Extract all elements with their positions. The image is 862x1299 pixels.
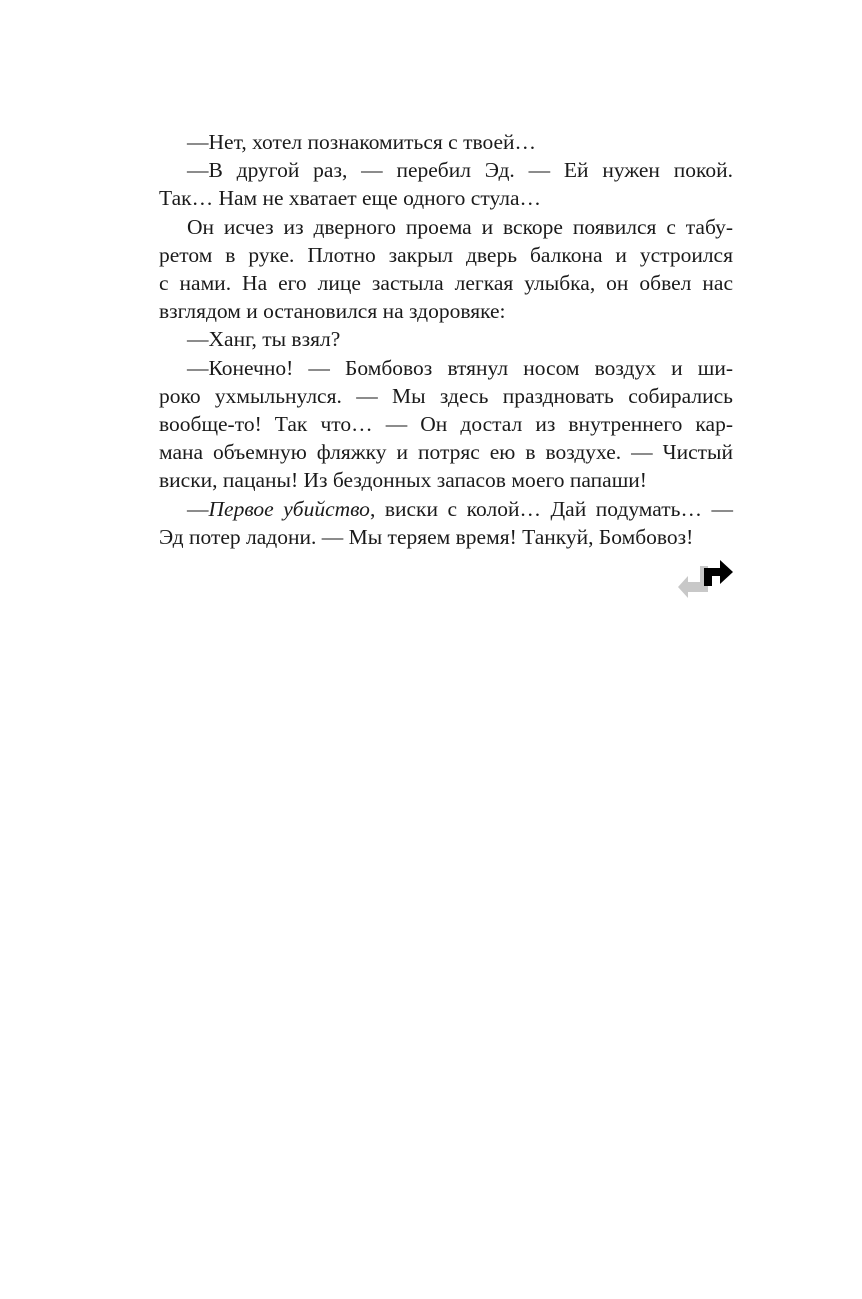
book-page-text [159,128,733,551]
text-line: —Конечно! — Бомбовоз втянул носом воздух и ши- [187,355,733,380]
text-line: мана объемную фляжку и потряс ею в воздухе. — Чистый [159,440,733,465]
text-line: —Ханг, ты взял? [187,327,341,352]
text-line: ретом в руке. Плотно закрыл дверь балкона и устроился [159,242,733,267]
text-line: —В другой раз, — перебил Эд. — Ей нужен покой. [187,158,733,183]
dash: — [187,496,209,521]
text-line: с нами. На его лице застыла легкая улыбка, он обвел нас [159,271,733,296]
text-line: роко ухмыльнулся. — Мы здесь праздновать собирались [159,383,733,408]
text-line: вообще-то! Так что… — Он достал из внутреннего кар- [159,412,733,437]
text-line: Так… Нам не хватает еще одного стула… [159,186,542,211]
text-line-final-1 [159,495,733,523]
text-line: взглядом и остановился на здоровяке: [159,299,506,324]
italic-phrase: Первое убийство [208,496,370,521]
nav-arrows-svg [676,556,736,600]
back-arrow-icon[interactable] [678,566,708,598]
forward-arrow-icon[interactable] [704,560,733,586]
text-line: —Нет, хотел познакомиться с твоей… [187,130,537,154]
text-line: Он исчез из дверного проема и вскоре появился с табу- [187,214,733,239]
text-fragment: , виски с колой… Дай подумать… — [369,496,733,521]
text-line: виски, пацаны! Из бездонных запасов моего папаши! [159,468,647,493]
page-navigation [676,556,736,600]
text-line-final-2: Эд потер ладони. — Мы теряем время! Танкуй, Бомбовоз! [159,524,694,549]
